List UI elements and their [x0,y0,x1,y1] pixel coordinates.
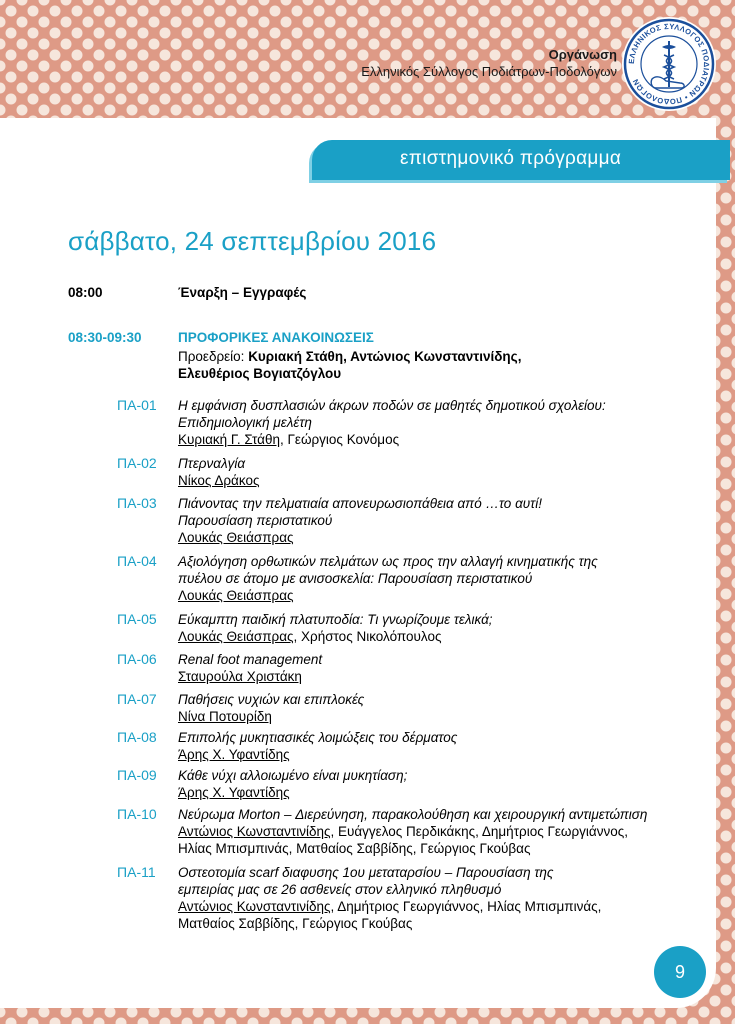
presentation-item [178,611,698,645]
presentation-authors [178,840,698,857]
association-logo [622,17,716,111]
presentation-title: Οστεοτομία scarf διαφυσης 1ου μεταταρσίου – Παρουσίαση της [178,865,554,880]
organizer-label: Οργάνωση [548,47,617,62]
presentation-code: ΠΑ-09 [117,767,157,783]
presentation-item [178,397,698,448]
presentation-code: ΠΑ-02 [117,455,157,471]
presentation-code: ΠΑ-03 [117,495,157,511]
presenting-author: Λουκάς Θειάσπρας [178,629,294,644]
page-number: 9 [654,946,706,998]
presentation-code: ΠΑ-08 [117,729,157,745]
session-chairs-cont [178,365,341,382]
presentation-authors [178,587,698,604]
presentation-title: Η εμφάνιση δυσπλασιών άκρων ποδών σε μαθητές δημοτικού σχολείου: [178,398,606,413]
presentation-item [178,864,698,932]
co-authors: Ηλίας Μπισμπινάς, Ματθαίος Σαββίδης, Γεώργιος Γκούβας [178,841,531,856]
presentation-title: Κάθε νύχι αλλοιωμένο είναι μυκητίαση; [178,768,408,783]
presentation-title: Πιάνοντας την πελματιαία απονευρωσιοπάθεια από …το αυτί! [178,496,542,511]
presenting-author: Λουκάς Θειάσπρας [178,530,294,545]
presenting-author: Σταυρούλα Χριστάκη [178,669,302,684]
presentation-authors [178,823,698,840]
presentation-item [178,495,698,546]
presentation-authors [178,431,698,448]
presentation-item [178,691,698,725]
presentation-item [178,553,698,604]
presentation-code: ΠΑ-10 [117,806,157,822]
organizer-name: Ελληνικός Σύλλογος Ποδιάτρων-Ποδολόγων [361,64,617,79]
presentation-code: ΠΑ-01 [117,397,157,413]
presentation-title: Εύκαμπτη παιδική πλατυποδία: Τι γνωρίζουμε τελικά; [178,612,493,627]
logo-emblem-icon [622,17,716,111]
presenting-author: Κυριακή Γ. Στάθη [178,432,280,447]
presentation-title: πυέλου σε άτομο με ανισοσκελία: Παρουσίαση περιστατικού [178,571,533,586]
presentation-code: ΠΑ-05 [117,611,157,627]
presentation-authors [178,668,698,685]
presentation-title: Επιδημιολογική μελέτη [178,415,312,430]
presentation-title: Πτερναλγία [178,456,246,471]
presentation-item [178,455,698,489]
opening-label: Έναρξη – Εγγραφές [178,285,307,300]
presentation-authors [178,746,698,763]
presentation-title: εμπειρίας μας σε 26 ασθενείς στον ελληνικό πληθυσμό [178,882,502,897]
presentation-title: Παρουσίαση περιστατικού [178,513,333,528]
presenting-author: Λουκάς Θειάσπρας [178,588,294,603]
presenting-author: Νίκος Δράκος [178,473,260,488]
day-title: σάββατο, 24 σεπτεμβρίου 2016 [68,226,437,256]
presentation-title: Παθήσεις νυχιών και επιπλοκές [178,692,365,707]
presentation-code: ΠΑ-06 [117,651,157,667]
chairs-line1: Κυριακή Στάθη, Αντώνιος Κωνσταντινίδης, [248,349,522,364]
presentation-authors [178,784,698,801]
organizer-block [361,46,617,80]
co-authors: Ματθαίος Σαββίδης, Γεώργιος Γκούβας [178,916,413,931]
presenting-author: Αντώνιος Κωνσταντινίδης [178,824,331,839]
presentation-authors [178,708,698,725]
session-time: 08:30-09:30 [68,330,142,345]
presentation-title: Νεύρωμα Morton – Διερεύνηση, παρακολούθηση και χειρουργική αντιμετώπιση [178,807,648,822]
presentation-authors [178,529,698,546]
presentation-authors [178,472,698,489]
session-title: ΠΡΟΦΟΡΙΚΕΣ ΑΝΑΚΟΙΝΩΣΕΙΣ [178,330,374,345]
presenting-author: Άρης Χ. Υφαντίδης [178,747,290,762]
presenting-author: Αντώνιος Κωνσταντινίδης [178,899,331,914]
presentation-code: ΠΑ-11 [117,864,156,880]
co-authors: , Ευάγγελος Περδικάκης, Δημήτριος Γεωργιάννος, [330,824,628,839]
presentation-item [178,806,698,857]
co-authors: , Χρήστος Νικολόπουλος [293,629,442,644]
program-banner [312,140,730,180]
presentation-item [178,767,698,801]
presentation-authors [178,898,698,915]
logo-ring-text: ΕΛΛΗΝΙΚΟΣ ΣΥΛΛΟΓΟΣ ΠΟΔΙΑΤΡΩΝ • ΠΟΔΟΛΟΓΩΝ [626,21,712,107]
opening-time: 08:00 [68,285,103,300]
presentation-authors [178,628,698,645]
presentation-title: Renal foot management [178,652,323,667]
presentation-code: ΠΑ-04 [117,553,157,569]
co-authors: , Γεώργιος Κονόμος [280,432,400,447]
presentation-title: Αξιολόγηση ορθωτικών πελμάτων ως προς την αλλαγή κινηματικής της [178,554,598,569]
co-authors: , Δημήτριος Γεωργιάννος, Ηλίας Μπισμπινάς, [330,899,602,914]
presenting-author: Νίνα Ποτουρίδη [178,709,272,724]
presentation-title: Επιπολής μυκητιασικές λοιμώξεις του δέρματος [178,730,458,745]
session-chairs [178,348,521,365]
presentation-item [178,729,698,763]
chairs-line2: Ελευθέριος Βογιατζόγλου [178,366,342,381]
presentation-item [178,651,698,685]
presentation-authors [178,915,698,932]
presenting-author: Άρης Χ. Υφαντίδης [178,785,290,800]
program-banner-label: επιστημονικό πρόγραμμα [400,148,622,169]
presentation-code: ΠΑ-07 [117,691,157,707]
chair-label: Προεδρείο: [178,349,249,364]
